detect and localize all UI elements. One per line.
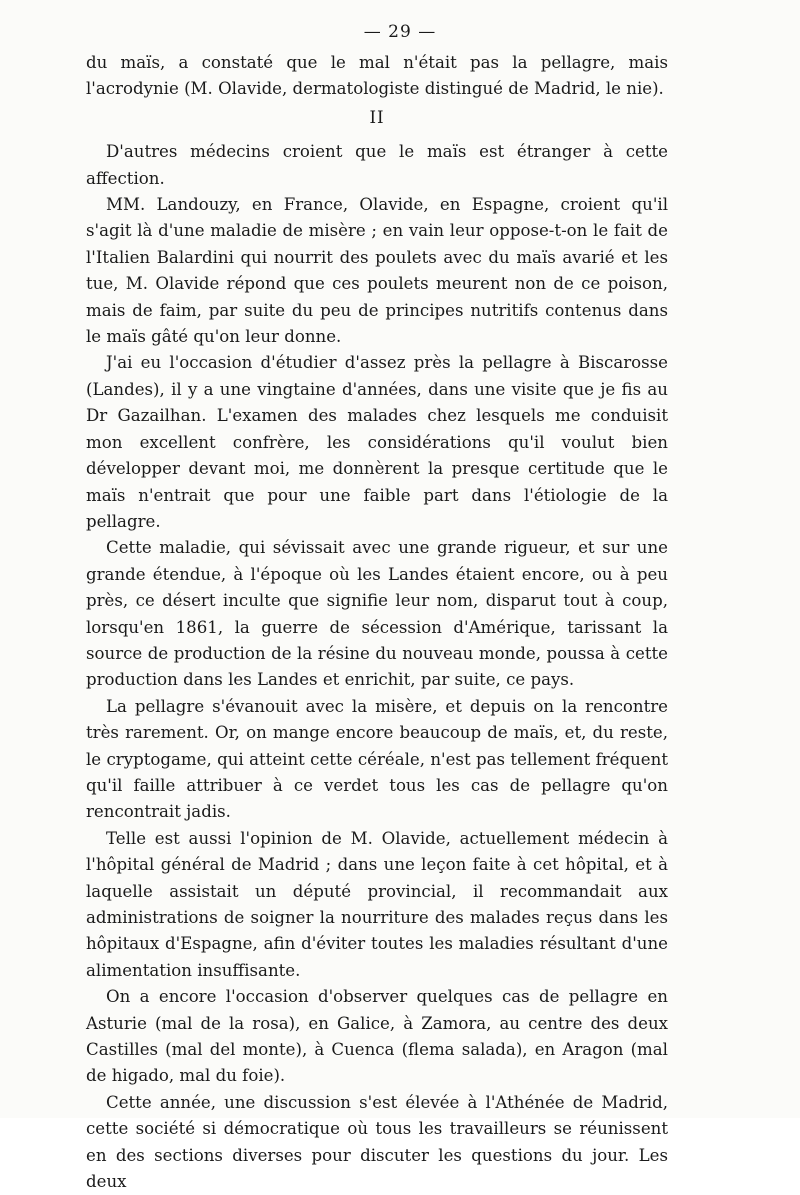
page-number: — 29 — — [363, 22, 437, 42]
paragraph: Telle est aussi l'opinion de M. Olavide, actuellement médecin à l'hôpital général de Madrid ; dans une leçon faite à cet hôpital, et à laquelle assistait un député provincial, il recommandait aux administrations de soigner la nourriture des malades reçus dans les hôpitaux d'Espagne, afin d'éviter toutes les maladies résultant d'une alimentation insuffisante. — [86, 828, 668, 980]
paragraph: J'ai eu l'occasion d'étudier d'assez près la pellagre à Biscarosse (Landes), il y a une vingtaine d'années, dans une visite que je fis au Dr Gazailhan. L'examen des malades chez lesquels me conduisit mon excellent confrère, les considérations qu'il voulut bien développer devant moi, me donnèrent la presque certitude que le maïs n'entrait que pour une faible part dans l'étiologie de la pellagre. — [86, 353, 668, 531]
body-text — [86, 50, 668, 1195]
paragraph: Cette année, une discussion s'est élevée à l'Athénée de Madrid, cette société si démocratique où tous les travailleurs se réunissent en des sections diverses pour discuter les questions du jour. Les deux — [86, 1092, 668, 1192]
paragraph: MM. Landouzy, en France, Olavide, en Espagne, croient qu'il s'agit là d'une maladie de misère ; en vain leur oppose-t-on le fait de l'Italien Balardini qui nourrit des poulets avec du maïs avarié et les tue, M. Olavide répond que ces poulets meurent non de ce poison, mais de faim, par suite du peu de principes nutritifs contenus dans le maïs gâté qu'on leur donne. — [86, 195, 668, 347]
paragraph: On a encore l'occasion d'observer quelques cas de pellagre en Asturie (mal de la rosa), en Galice, à Zamora, au centre des deux Castilles (mal del monte), à Cuenca (flema salada), en Aragon (mal de higado, mal du foie). — [86, 987, 668, 1086]
section-heading: II — [369, 107, 385, 127]
paragraph: La pellagre s'évanouit avec la misère, et depuis on la rencontre très rarement. Or, on mange encore beaucoup de maïs, et, du reste, le cryptogame, qui atteint cette céréale, n'est pas tellement fréquent qu'il faille attribuer à ce verdet tous les cas de pellagre qu'on rencontrait jadis. — [86, 696, 668, 822]
paragraph-continued: du maïs, a constaté que le mal n'était pas la pellagre, mais l'acrodynie (M. Olavide, dermatologiste distingué de Madrid, le nie). — [86, 53, 668, 99]
paragraph: D'autres médecins croient que le maïs est étranger à cette affection. — [86, 142, 668, 188]
paragraph: Cette maladie, qui sévissait avec une grande rigueur, et sur une grande étendue, à l'époque où les Landes étaient encore, ou à peu près, ce désert inculte que signifie leur nom, disparut tout à coup, lorsqu'en 1861, la guerre de sécession d'Amérique, tarissant la source de production de la résine du nouveau monde, poussa à cette production dans les Landes et enrichit, par suite, ce pays. — [86, 538, 668, 690]
